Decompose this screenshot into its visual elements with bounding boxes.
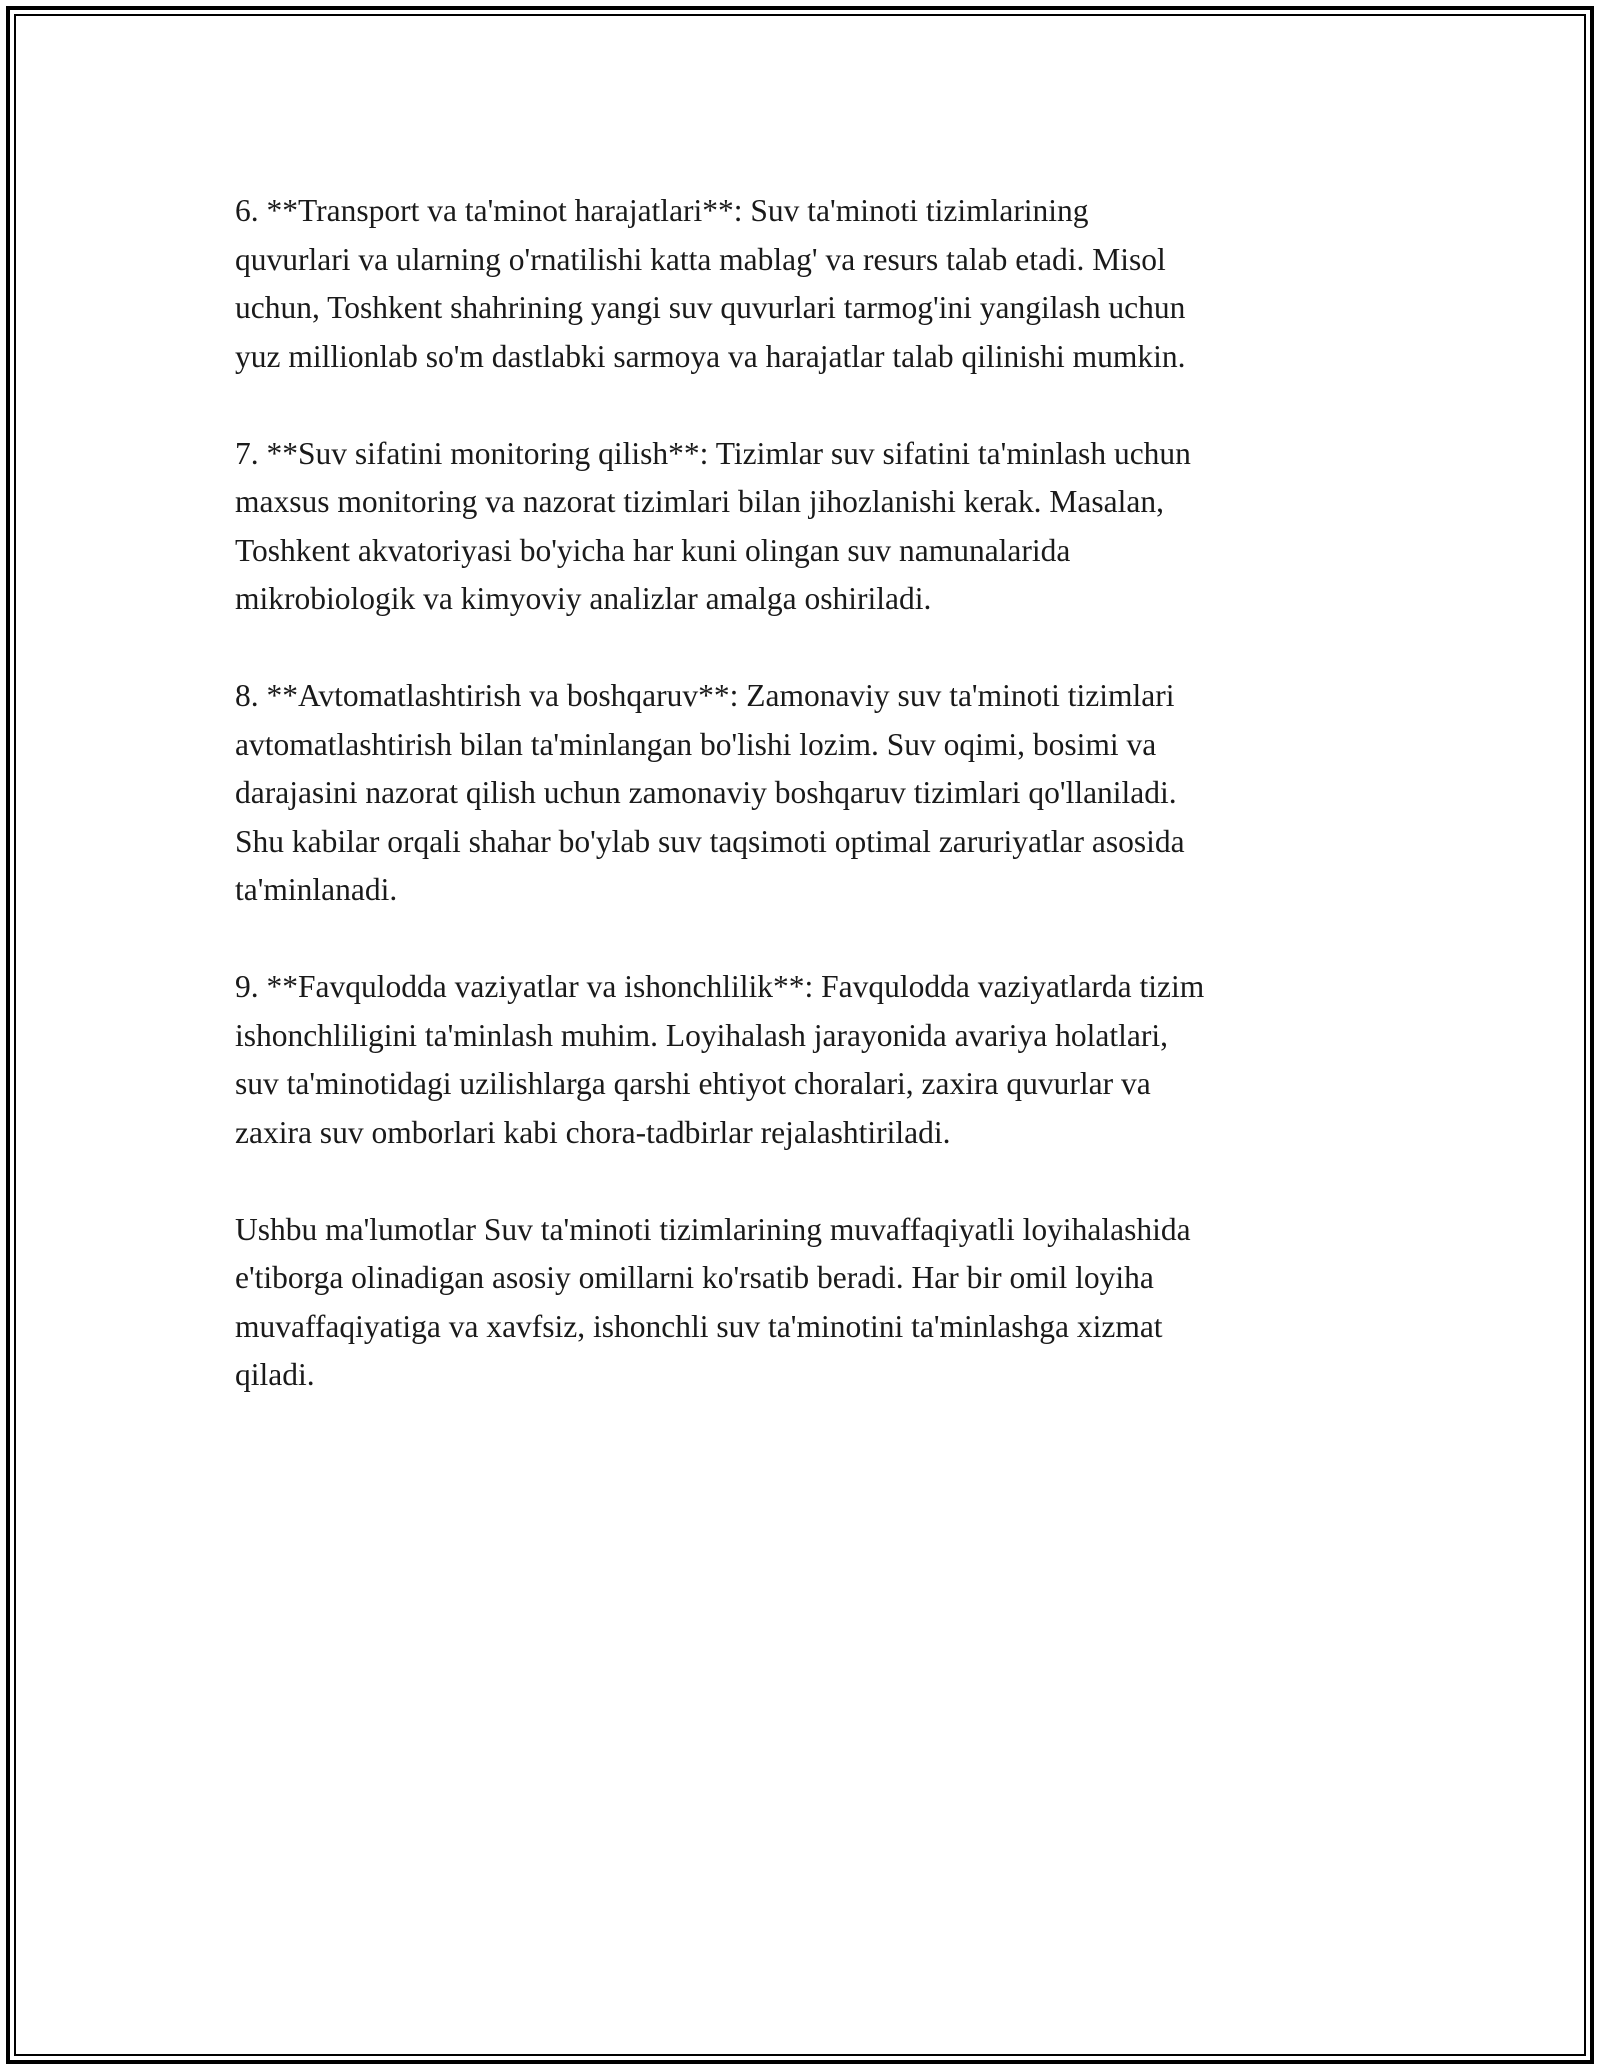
paragraph-item-7: 7. **Suv sifatini monitoring qilish**: Tizimlar suv sifatini ta'minlash uchun maxsus monitoring va nazorat tizimlari bilan jihozlanishi kerak. Masalan, Toshkent akvatoriyasi bo'yicha har kuni olingan suv namunalarida mikrobiologik va kimyoviy analizlar amalga oshiriladi.	[235, 435, 1191, 616]
paragraph-item-9: 9. **Favqulodda vaziyatlar va ishonchlilik**: Favqulodda vaziyatlarda tizim ishonchliligini ta'minlash muhim. Loyihalash jarayonida avariya holatlari, suv ta'minotidagi uzilishlarga qarshi ehtiyot choralari, zaxira quvurlar va zaxira suv omborlari kabi chora-tadbirlar rejalashtiriladi.	[235, 969, 1205, 1150]
paragraph-item-8: 8. **Avtomatlashtirish va boshqaruv**: Zamonaviy suv ta'minoti tizimlari avtomatlashtirish bilan ta'minlangan bo'lishi lozim. Suv oqimi, bosimi va darajasini nazorat qilish uchun zamonaviy boshqaruv tizimlari qo'llaniladi. Shu kabilar orqali shahar bo'ylab suv taqsimoti optimal zaruriyatlar asosida ta'minlanadi.	[235, 678, 1185, 907]
document-body	[235, 187, 1395, 1448]
paragraph-item-6: 6. **Transport va ta'minot harajatlari**: Suv ta'minoti tizimlarining quvurlari va ularning o'rnatilishi katta mablag' va resurs talab etadi. Misol uchun, Toshkent shahrining yangi suv quvurlari tarmog'ini yangilash uchun yuz millionlab so'm dastlabki sarmoya va harajatlar talab qilinishi mumkin.	[235, 193, 1186, 374]
paragraph-summary: Ushbu ma'lumotlar Suv ta'minoti tizimlarining muvaffaqiyatli loyihalashida e'tiborga olinadigan asosiy omillarni ko'rsatib beradi. Har bir omil loyiha muvaffaqiyatiga va xavfsiz, ishonchli suv ta'minotini ta'minlashga xizmat qiladi.	[235, 1211, 1191, 1392]
